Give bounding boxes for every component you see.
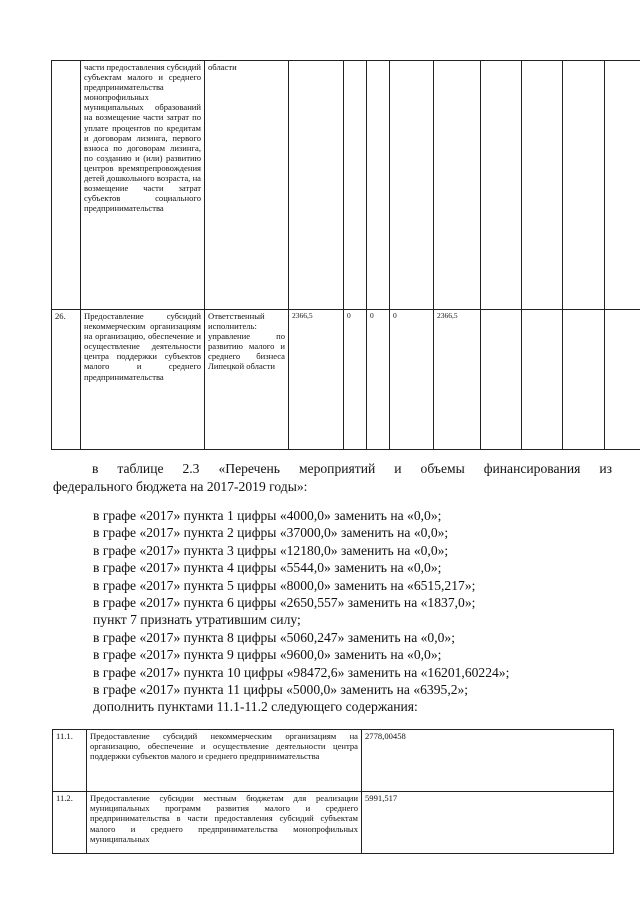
row-number-cell (52, 61, 81, 310)
value-cell: 2778,00458 (362, 730, 614, 792)
measure-description-cell: Предоставление субсидии местным бюджетам для реализации муниципальных программ развития малого и среднего предпринимательства в части предоставления субсидий субъектам малого и среднего предпринимательства монопрофильных муниципальных (87, 792, 362, 854)
list-item: в графе «2017» пункта 1 цифры «4000,0» заменить на «0,0»; (93, 508, 442, 523)
row-number-cell: 26. (52, 310, 81, 450)
list-item: в графе «2017» пункта 10 цифры «98472,6» заменить на «16201,60224»; (93, 664, 510, 680)
list-item: в графе «2017» пункта 2 цифры «37000,0» заменить на «0,0»; (93, 525, 449, 541)
row-number-cell: 11.2. (53, 792, 87, 854)
measure-description-cell: части предоставления субсидий субъектам малого и среднего предпринимательства монопрофильных муниципальных образований на возмещение части затрат по уплате процентов по кредитам и договорам лизинга, первого взноса по договорам лизинга, по созданию и (или) развитию центров времяпрепровождения детей дошкольного возраста, на возмещение части затрат субъектов социального предпринимательства (81, 61, 205, 310)
list-item: в графе «2017» пункта 3 цифры «12180,0» заменить на «0,0»; (93, 542, 449, 558)
executor-cell: Ответственный исполнитель: управление по развитию малого и среднего бизнеса Липецкой области (205, 310, 289, 450)
measure-description-cell: Предоставление субсидий некоммерческим организациям на организацию, обеспечение и осуществление деятельности центра поддержки субъектов малого и среднего предпринимательства (81, 310, 205, 450)
value-cell: 0 (367, 310, 390, 450)
list-item: пункт 7 признать утратившим силу; (93, 612, 301, 628)
funding-table-upper (51, 60, 640, 450)
list-item: в графе «2017» пункта 9 цифры «9600,0» заменить на «0,0»; (93, 647, 442, 663)
list-item: в графе «2017» пункта 5 цифры «8000,0» заменить на «6515,217»; (93, 577, 476, 593)
list-item: в графе «2017» пункта 6 цифры «2650,557» заменить на «1837,0»; (93, 595, 476, 611)
amendments-list (93, 507, 509, 716)
executor-cell: области (205, 61, 289, 310)
row-number-cell: 11.1. (53, 730, 87, 792)
table-row (53, 730, 614, 792)
value-cell: 5991,517 (362, 792, 614, 854)
value-cell: 0 (344, 310, 367, 450)
list-item: в графе «2017» пункта 8 цифры «5060,247» заменить на «0,0»; (93, 629, 455, 645)
list-item: в графе «2017» пункта 4 цифры «5544,0» заменить на «0,0»; (93, 560, 442, 576)
value-cell: 2366,5 (434, 310, 481, 450)
list-item: дополнить пунктами 11.1-11.2 следующего содержания: (93, 699, 418, 715)
intro-paragraph-line2: федерального бюджета на 2017-2019 годы»: (53, 479, 308, 494)
value-cell: 2366,5 (289, 310, 344, 450)
list-item: в графе «2017» пункта 11 цифры «5000,0» заменить на «6395,2»; (93, 682, 469, 698)
intro-paragraph-line1: в таблице 2.3 «Перечень мероприятий и объемы финансирования из (92, 461, 612, 476)
measure-description-cell: Предоставление субсидий некоммерческим организациям на организацию, обеспечение и осуществление деятельности центра поддержки субъектов малого и среднего предпринимательства (87, 730, 362, 792)
table-row (52, 61, 640, 310)
funding-table-lower (52, 729, 614, 854)
table-row (53, 792, 614, 854)
table-row (52, 310, 640, 450)
value-cell: 0 (390, 310, 434, 450)
